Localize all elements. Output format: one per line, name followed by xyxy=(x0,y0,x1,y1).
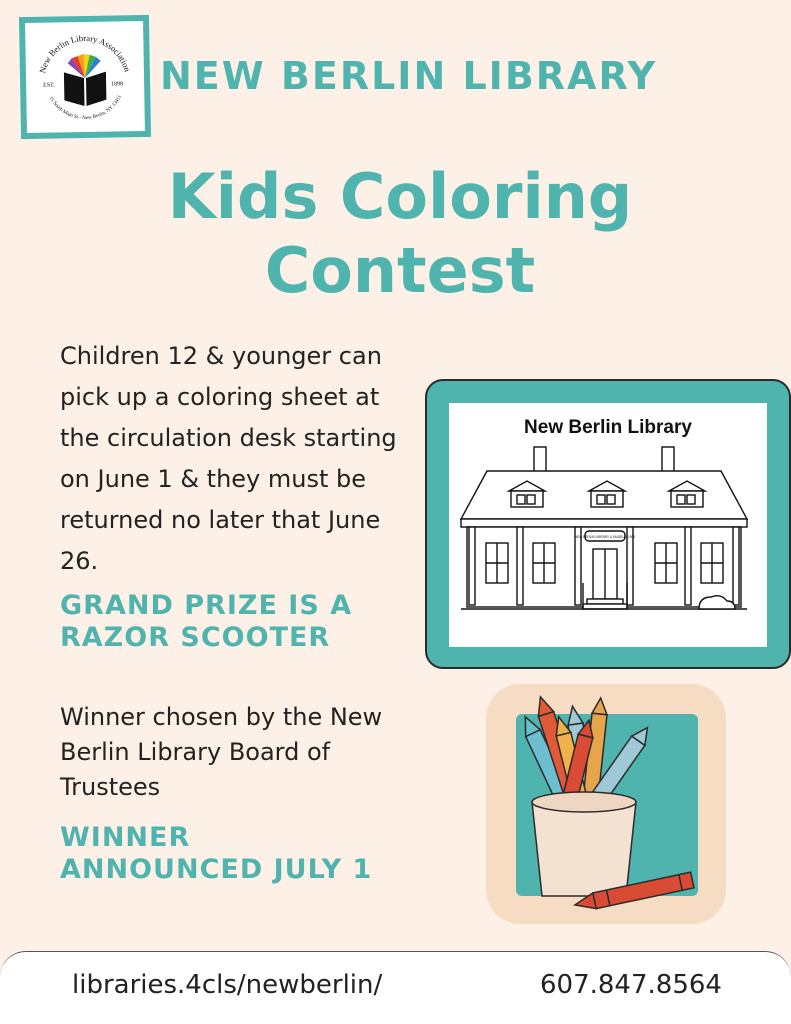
coloring-sheet xyxy=(449,403,767,647)
coloring-sheet-title: New Berlin Library xyxy=(524,417,692,438)
library-building-illustration xyxy=(459,443,757,643)
library-website-link[interactable]: libraries.4cls/newberlin/ xyxy=(72,970,383,1000)
logo-year: 1898 xyxy=(111,81,124,88)
library-phone-number: 607.847.8564 xyxy=(540,970,722,1000)
crayons-cup-illustration xyxy=(486,684,726,924)
svg-text:15 South Main St - New Berlin, xyxy=(48,94,124,122)
event-title xyxy=(80,160,720,308)
grand-prize-text: GRAND PRIZE IS A RAZOR SCOOTER xyxy=(60,590,353,653)
event-title-line-2: Contest xyxy=(264,234,536,307)
event-title-line-1: Kids Coloring xyxy=(167,160,633,233)
logo-est-label: EST. xyxy=(43,82,55,89)
judges-text: Winner chosen by the New Berlin Library Board of Trustees xyxy=(60,703,383,801)
building-sign-text: NEW BERLIN LIBRARY & MUSEUM 1900 xyxy=(574,535,636,539)
library-logo-book-icon xyxy=(33,27,137,129)
library-logo xyxy=(19,15,151,139)
library-name-heading: NEW BERLIN LIBRARY xyxy=(160,54,658,98)
footer-bar xyxy=(0,951,791,1024)
contest-instructions: Children 12 & younger can pick up a coloring sheet at the circulation desk starting on June 1 & they must be returned no later that June 26. xyxy=(60,342,397,575)
coloring-sheet-frame xyxy=(425,379,791,669)
logo-address: 15 South Main St - New Berlin, NY 13411 xyxy=(47,94,124,122)
crayons-illustration-card xyxy=(486,684,726,924)
winner-announcement-text: WINNER ANNOUNCED JULY 1 xyxy=(60,822,373,885)
logo-arc-text: New Berlin Library Association xyxy=(37,32,133,75)
